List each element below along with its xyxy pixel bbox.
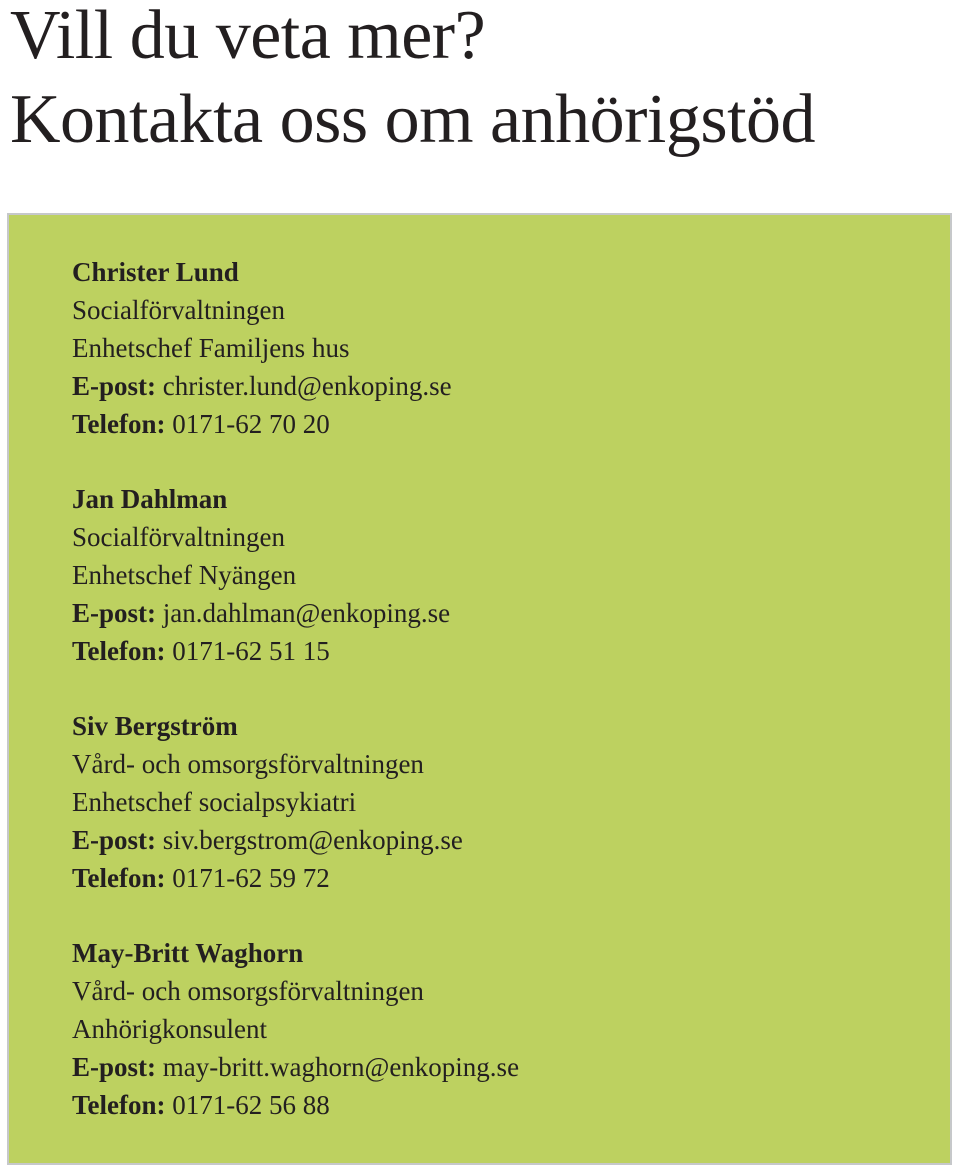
heading-line-1: Vill du veta mer? [10, 0, 486, 74]
contact-department: Vård- och omsorgsförvaltningen [72, 976, 424, 1006]
page-heading [10, 0, 815, 156]
contact-email[interactable]: may-britt.waghorn@enkoping.se [162, 1052, 520, 1082]
contact-name: Christer Lund [72, 257, 239, 287]
contact-name: Siv Bergström [72, 711, 238, 741]
heading-line-2: Kontakta oss om anhörigstöd [10, 81, 816, 158]
contact-box [7, 213, 952, 1165]
contact-email[interactable]: jan.dahlman@enkoping.se [162, 598, 451, 628]
email-label: E-post: [72, 371, 157, 401]
contact-card-christer-lund [72, 253, 932, 480]
contact-department: Vård- och omsorgsförvaltningen [72, 749, 424, 779]
email-label: E-post: [72, 825, 157, 855]
contact-email[interactable]: christer.lund@enkoping.se [162, 371, 452, 401]
contact-email-row [72, 821, 932, 859]
contact-card-jan-dahlman [72, 480, 932, 707]
contact-phone[interactable]: 0171-62 59 72 [172, 863, 330, 893]
contact-department: Socialförvaltningen [72, 522, 285, 552]
phone-label: Telefon: [72, 636, 166, 666]
contact-role: Enhetschef Nyängen [72, 560, 297, 590]
contact-department: Socialförvaltningen [72, 295, 285, 325]
contact-name: Jan Dahlman [72, 484, 228, 514]
contact-name: May-Britt Waghorn [72, 938, 304, 968]
phone-label: Telefon: [72, 409, 166, 439]
contact-phone-row [72, 859, 932, 897]
contact-card-may-britt-waghorn [72, 934, 932, 1161]
contact-role: Enhetschef socialpsykiatri [72, 787, 357, 817]
contact-email-row [72, 1048, 932, 1086]
contact-list [72, 253, 932, 1161]
contact-role: Enhetschef Familjens hus [72, 333, 350, 363]
phone-label: Telefon: [72, 1090, 166, 1120]
contact-phone-row [72, 632, 932, 670]
contact-email[interactable]: siv.bergstrom@enkoping.se [162, 825, 463, 855]
contact-email-row [72, 367, 932, 405]
contact-card-siv-bergstrom [72, 707, 932, 934]
contact-email-row [72, 594, 932, 632]
contact-phone[interactable]: 0171-62 51 15 [172, 636, 330, 666]
contact-phone-row [72, 1086, 932, 1124]
contact-phone-row [72, 405, 932, 443]
email-label: E-post: [72, 1052, 157, 1082]
phone-label: Telefon: [72, 863, 166, 893]
contact-phone[interactable]: 0171-62 70 20 [172, 409, 330, 439]
contact-role: Anhörigkonsulent [72, 1014, 267, 1044]
email-label: E-post: [72, 598, 157, 628]
contact-phone[interactable]: 0171-62 56 88 [172, 1090, 330, 1120]
